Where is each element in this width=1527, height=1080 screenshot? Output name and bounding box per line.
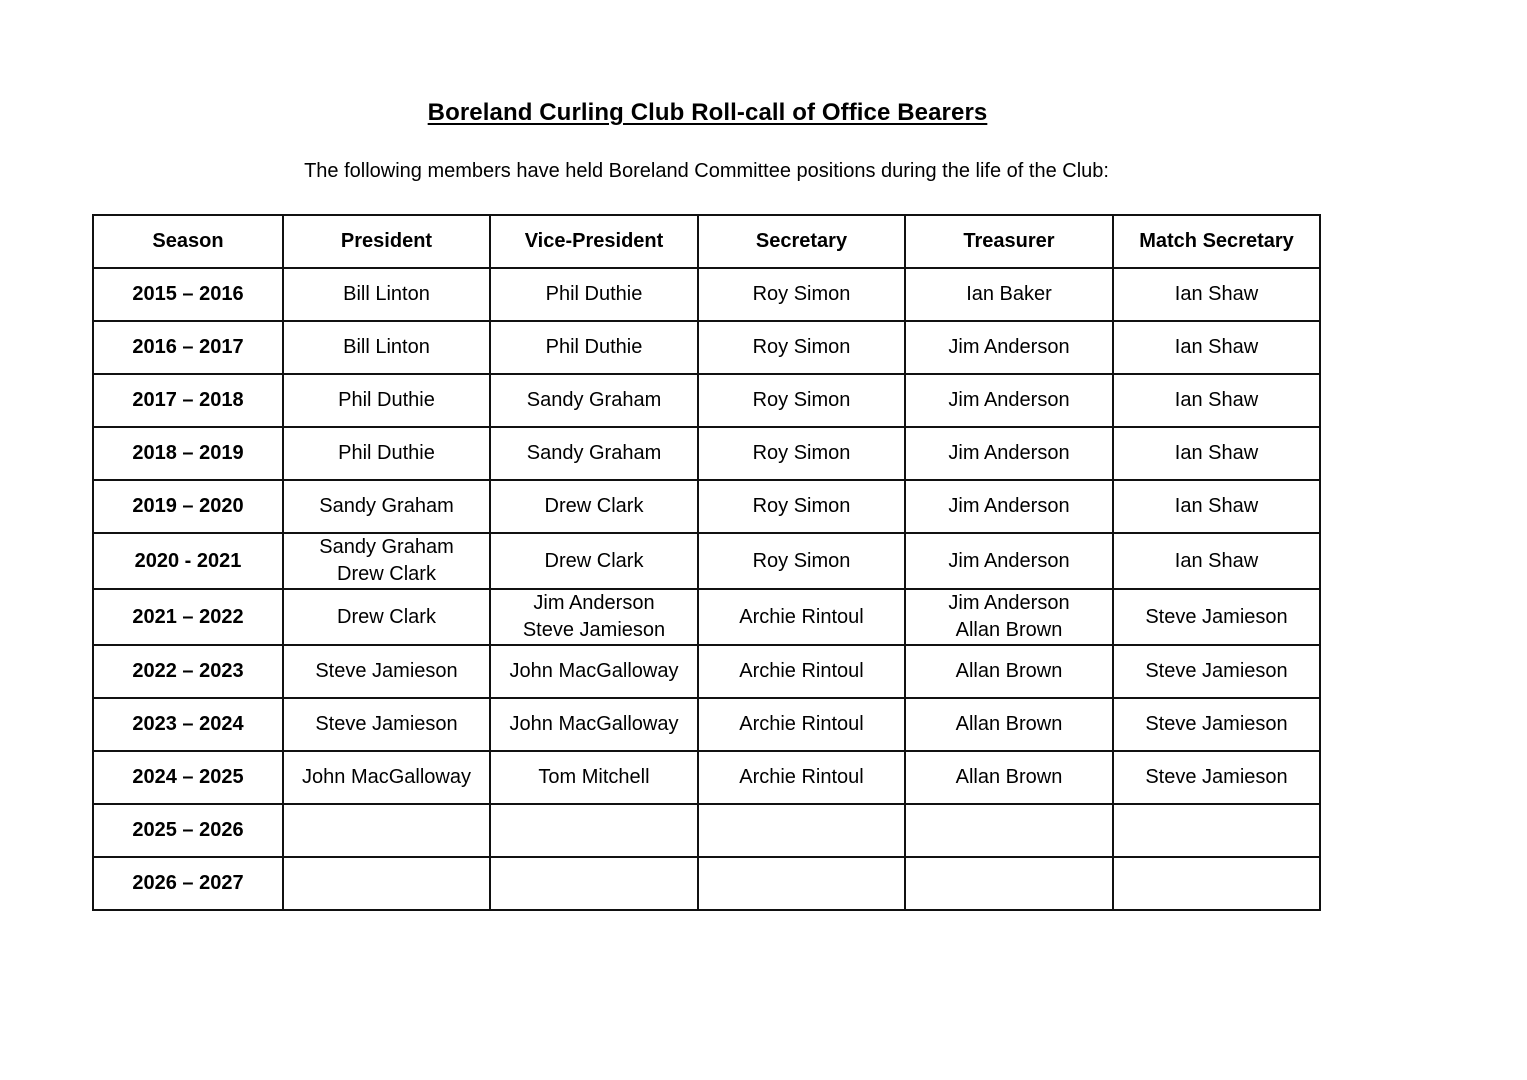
secretary-cell xyxy=(698,645,905,698)
match-secretary-cell xyxy=(1113,645,1320,698)
match-secretary-cell xyxy=(1113,857,1320,910)
president-name: Phil Duthie xyxy=(338,389,435,411)
page-title: Boreland Curling Club Roll-call of Office Bearers xyxy=(427,99,988,126)
vice-president-name: John MacGalloway xyxy=(509,713,679,735)
secretary-cell xyxy=(698,480,905,533)
match-secretary-name: Ian Shaw xyxy=(1174,495,1259,517)
vice-president-cell xyxy=(490,480,698,533)
secretary-name: Roy Simon xyxy=(752,283,851,305)
secretary-name: Roy Simon xyxy=(752,549,851,572)
president-cell xyxy=(283,374,490,427)
match-secretary-cell xyxy=(1113,268,1320,321)
match-secretary-name: Steve Jamieson xyxy=(1145,660,1288,682)
president-name: Bill Linton xyxy=(343,336,430,358)
secretary-cell xyxy=(698,533,905,589)
table-row xyxy=(93,751,1320,804)
president-name: Steve Jamieson xyxy=(315,713,458,735)
header-vice-president: Vice-President xyxy=(490,215,698,268)
vice-president-cell xyxy=(490,427,698,480)
treasurer-cell xyxy=(905,427,1113,480)
secretary-cell xyxy=(698,857,905,910)
table-body xyxy=(93,268,1320,910)
treasurer-name: Allan Brown xyxy=(955,619,1063,641)
match-secretary-name: Steve Jamieson xyxy=(1145,605,1288,628)
vice-president-cell xyxy=(490,645,698,698)
match-secretary-cell xyxy=(1113,480,1320,533)
treasurer-cell xyxy=(905,589,1113,645)
treasurer-cell xyxy=(905,321,1113,374)
vice-president-cell xyxy=(490,698,698,751)
season-cell: 2026 – 2027 xyxy=(93,857,283,910)
table-header-row xyxy=(93,215,1320,268)
match-secretary-name: Ian Shaw xyxy=(1174,389,1259,411)
season-cell: 2025 – 2026 xyxy=(93,804,283,857)
treasurer-name: Jim Anderson xyxy=(948,495,1070,517)
treasurer-name: Jim Anderson xyxy=(948,336,1070,358)
table-row xyxy=(93,427,1320,480)
match-secretary-cell xyxy=(1113,804,1320,857)
treasurer-cell xyxy=(905,533,1113,589)
secretary-cell xyxy=(698,374,905,427)
table-row xyxy=(93,589,1320,645)
treasurer-cell xyxy=(905,751,1113,804)
header-president: President xyxy=(283,215,490,268)
president-name: Drew Clark xyxy=(337,605,436,628)
season-cell: 2020 - 2021 xyxy=(93,533,283,589)
match-secretary-cell xyxy=(1113,751,1320,804)
vice-president-cell xyxy=(490,268,698,321)
match-secretary-cell xyxy=(1113,589,1320,645)
secretary-cell xyxy=(698,804,905,857)
match-secretary-name: Steve Jamieson xyxy=(1145,766,1288,788)
president-cell xyxy=(283,480,490,533)
secretary-name: Archie Rintoul xyxy=(739,605,864,628)
season-cell: 2018 – 2019 xyxy=(93,427,283,480)
vice-president-cell xyxy=(490,321,698,374)
treasurer-name: Allan Brown xyxy=(955,766,1063,788)
match-secretary-cell xyxy=(1113,533,1320,589)
office-bearers-table xyxy=(92,214,1321,911)
header-treasurer: Treasurer xyxy=(905,215,1113,268)
table-row xyxy=(93,268,1320,321)
treasurer-cell xyxy=(905,374,1113,427)
secretary-cell xyxy=(698,268,905,321)
season-cell: 2023 – 2024 xyxy=(93,698,283,751)
match-secretary-name: Steve Jamieson xyxy=(1145,713,1288,735)
table-row xyxy=(93,645,1320,698)
season-cell: 2017 – 2018 xyxy=(93,374,283,427)
treasurer-name: Jim Anderson xyxy=(948,389,1070,411)
secretary-cell xyxy=(698,427,905,480)
treasurer-name: Allan Brown xyxy=(955,713,1063,735)
table-row xyxy=(93,533,1320,589)
season-cell: 2016 – 2017 xyxy=(93,321,283,374)
treasurer-cell xyxy=(905,698,1113,751)
treasurer-cell xyxy=(905,645,1113,698)
secretary-name: Roy Simon xyxy=(752,336,851,358)
match-secretary-cell xyxy=(1113,374,1320,427)
vice-president-cell xyxy=(490,374,698,427)
secretary-cell xyxy=(698,751,905,804)
president-cell xyxy=(283,698,490,751)
president-name: Steve Jamieson xyxy=(315,660,458,682)
secretary-name: Roy Simon xyxy=(752,495,851,517)
header-match-secretary: Match Secretary xyxy=(1113,215,1320,268)
match-secretary-name: Ian Shaw xyxy=(1174,336,1259,358)
president-name: Drew Clark xyxy=(337,563,436,585)
treasurer-name: Jim Anderson xyxy=(948,442,1070,464)
president-cell xyxy=(283,645,490,698)
match-secretary-cell xyxy=(1113,321,1320,374)
treasurer-name: Jim Anderson xyxy=(948,592,1070,614)
president-name: Phil Duthie xyxy=(338,442,435,464)
president-name: Sandy Graham xyxy=(319,536,454,558)
season-cell: 2021 – 2022 xyxy=(93,589,283,645)
vice-president-name: Drew Clark xyxy=(544,495,644,517)
header-season: Season xyxy=(93,215,283,268)
president-cell xyxy=(283,589,490,645)
treasurer-cell xyxy=(905,804,1113,857)
table-row xyxy=(93,321,1320,374)
header-secretary: Secretary xyxy=(698,215,905,268)
table-row xyxy=(93,804,1320,857)
president-cell xyxy=(283,427,490,480)
vice-president-cell xyxy=(490,589,698,645)
season-cell: 2022 – 2023 xyxy=(93,645,283,698)
secretary-cell xyxy=(698,321,905,374)
vice-president-cell xyxy=(490,804,698,857)
vice-president-cell xyxy=(490,857,698,910)
secretary-cell xyxy=(698,589,905,645)
vice-president-name: Phil Duthie xyxy=(545,283,643,305)
match-secretary-cell xyxy=(1113,427,1320,480)
secretary-name: Roy Simon xyxy=(752,389,851,411)
secretary-name: Roy Simon xyxy=(752,442,851,464)
table-row xyxy=(93,857,1320,910)
treasurer-cell xyxy=(905,268,1113,321)
president-cell xyxy=(283,804,490,857)
match-secretary-name: Ian Shaw xyxy=(1174,283,1259,305)
president-name: John MacGalloway xyxy=(302,766,471,788)
secretary-name: Archie Rintoul xyxy=(739,766,864,788)
season-cell: 2024 – 2025 xyxy=(93,751,283,804)
table-row xyxy=(93,698,1320,751)
vice-president-name: Jim Anderson xyxy=(533,592,655,614)
season-cell: 2015 – 2016 xyxy=(93,268,283,321)
vice-president-name: Steve Jamieson xyxy=(522,619,666,641)
treasurer-name: Jim Anderson xyxy=(948,549,1070,572)
vice-president-name: Sandy Graham xyxy=(526,442,662,464)
president-cell xyxy=(283,321,490,374)
match-secretary-name: Ian Shaw xyxy=(1174,549,1259,572)
secretary-name: Archie Rintoul xyxy=(739,660,864,682)
treasurer-name: Allan Brown xyxy=(955,660,1063,682)
secretary-cell xyxy=(698,698,905,751)
president-cell xyxy=(283,268,490,321)
vice-president-name: Phil Duthie xyxy=(545,336,643,358)
table-row xyxy=(93,480,1320,533)
treasurer-name: Ian Baker xyxy=(966,283,1052,305)
season-cell: 2019 – 2020 xyxy=(93,480,283,533)
vice-president-cell xyxy=(490,533,698,589)
table-row xyxy=(93,374,1320,427)
match-secretary-name: Ian Shaw xyxy=(1174,442,1259,464)
president-name: Sandy Graham xyxy=(319,495,454,517)
treasurer-cell xyxy=(905,857,1113,910)
president-name: Bill Linton xyxy=(343,283,430,305)
intro-text: The following members have held Boreland Committee positions during the life of the Club: xyxy=(304,160,1109,182)
match-secretary-cell xyxy=(1113,698,1320,751)
vice-president-cell xyxy=(490,751,698,804)
vice-president-name: John MacGalloway xyxy=(509,660,679,682)
vice-president-name: Sandy Graham xyxy=(526,389,662,411)
secretary-name: Archie Rintoul xyxy=(739,713,864,735)
vice-president-name: Tom Mitchell xyxy=(538,766,650,788)
treasurer-cell xyxy=(905,480,1113,533)
president-cell xyxy=(283,857,490,910)
president-cell xyxy=(283,751,490,804)
vice-president-name: Drew Clark xyxy=(544,549,644,572)
president-cell xyxy=(283,533,490,589)
